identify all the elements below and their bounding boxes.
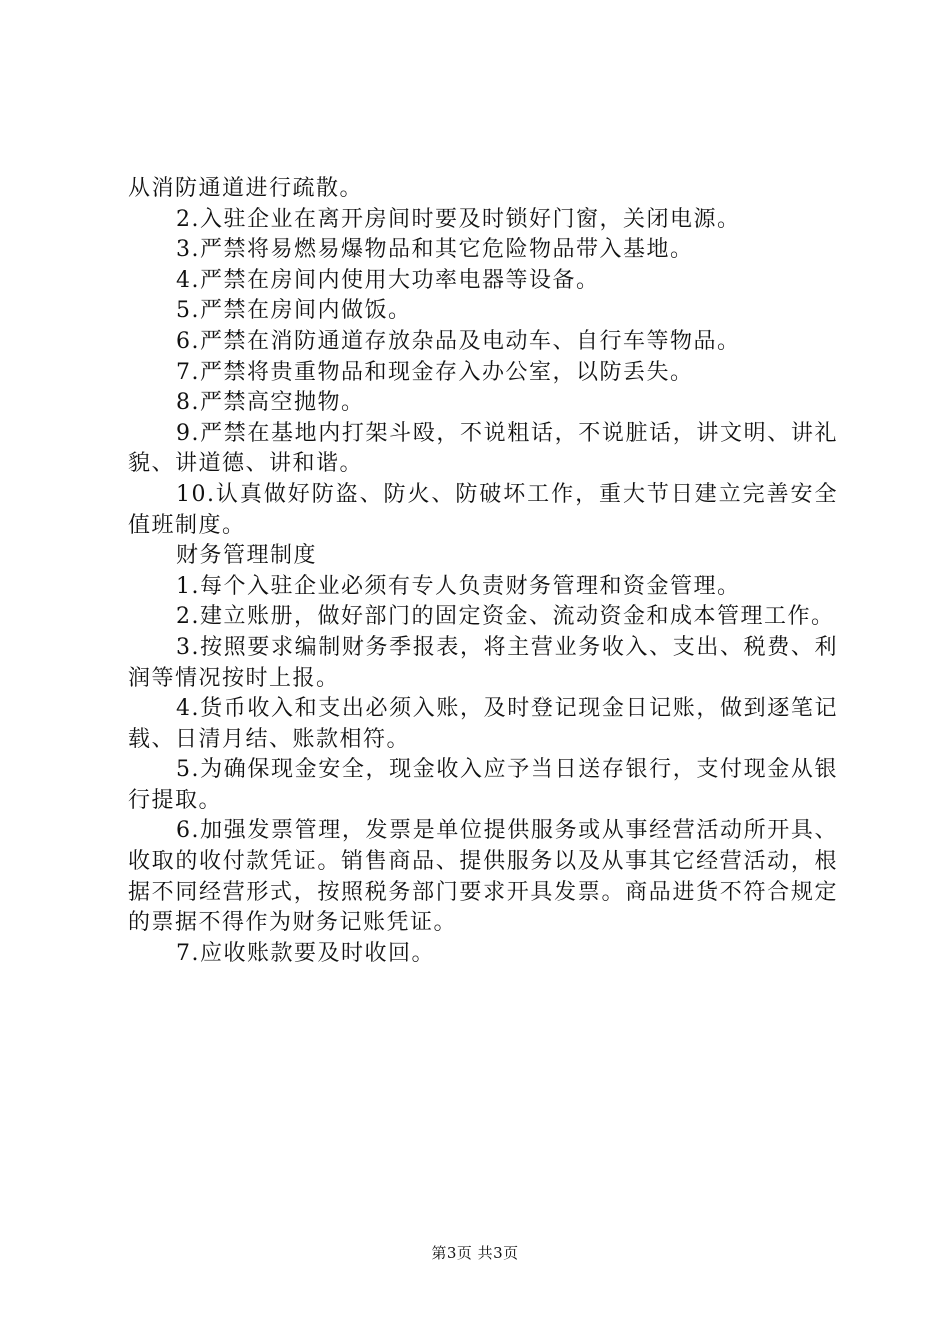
paragraph: 5.严禁在房间内做饭。 xyxy=(176,298,412,324)
paragraph: 10.认真做好防盗、防火、防破坏工作，重大节日建立完善安全值班制度。 xyxy=(128,481,838,538)
page-footer: 第3页 共3页 xyxy=(431,1244,519,1262)
paragraph: 9.严禁在基地内打架斗殴，不说粗话，不说脏话，讲文明、讲礼貌、讲道德、讲和谐。 xyxy=(128,420,838,477)
section-heading: 财务管理制度 xyxy=(176,543,318,569)
paragraph: 3.按照要求编制财务季报表，将主营业务收入、支出、税费、利润等情况按时上报。 xyxy=(128,634,838,691)
paragraph: 5.为确保现金安全，现金收入应予当日送存银行，支付现金从银行提取。 xyxy=(128,757,838,813)
paragraph: 从消防通道进行疏散。 xyxy=(128,176,364,201)
paragraph: 2.入驻企业在离开房间时要及时锁好门窗，关闭电源。 xyxy=(176,206,741,232)
paragraph: 4.严禁在房间内使用大功率电器等设备。 xyxy=(176,267,600,293)
paragraph: 7.严禁将贵重物品和现金存入办公室，以防丢失。 xyxy=(176,359,694,385)
document-body xyxy=(128,174,838,969)
paragraph: 8.严禁高空抛物。 xyxy=(176,390,365,416)
paragraph: 7.应收账款要及时收回。 xyxy=(176,940,435,966)
paragraph: 4.货币收入和支出必须入账，及时登记现金日记账，做到逐笔记载、日清月结、账款相符。 xyxy=(128,696,838,752)
paragraph: 6.严禁在消防通道存放杂品及电动车、自行车等物品。 xyxy=(176,328,741,354)
paragraph: 2.建立账册，做好部门的固定资金、流动资金和成本管理工作。 xyxy=(176,604,835,630)
paragraph: 1.每个入驻企业必须有专人负责财务管理和资金管理。 xyxy=(176,573,741,599)
paragraph: 3.严禁将易燃易爆物品和其它危险物品带入基地。 xyxy=(176,237,694,263)
paragraph: 6.加强发票管理，发票是单位提供服务或从事经营活动所开具、收取的收付款凭证。销售商品、提供服务以及从事其它经营活动，根据不同经营形式，按照税务部门要求开具发票。商品进货不符合规定的票据不得作为财务记账凭证。 xyxy=(128,818,838,936)
